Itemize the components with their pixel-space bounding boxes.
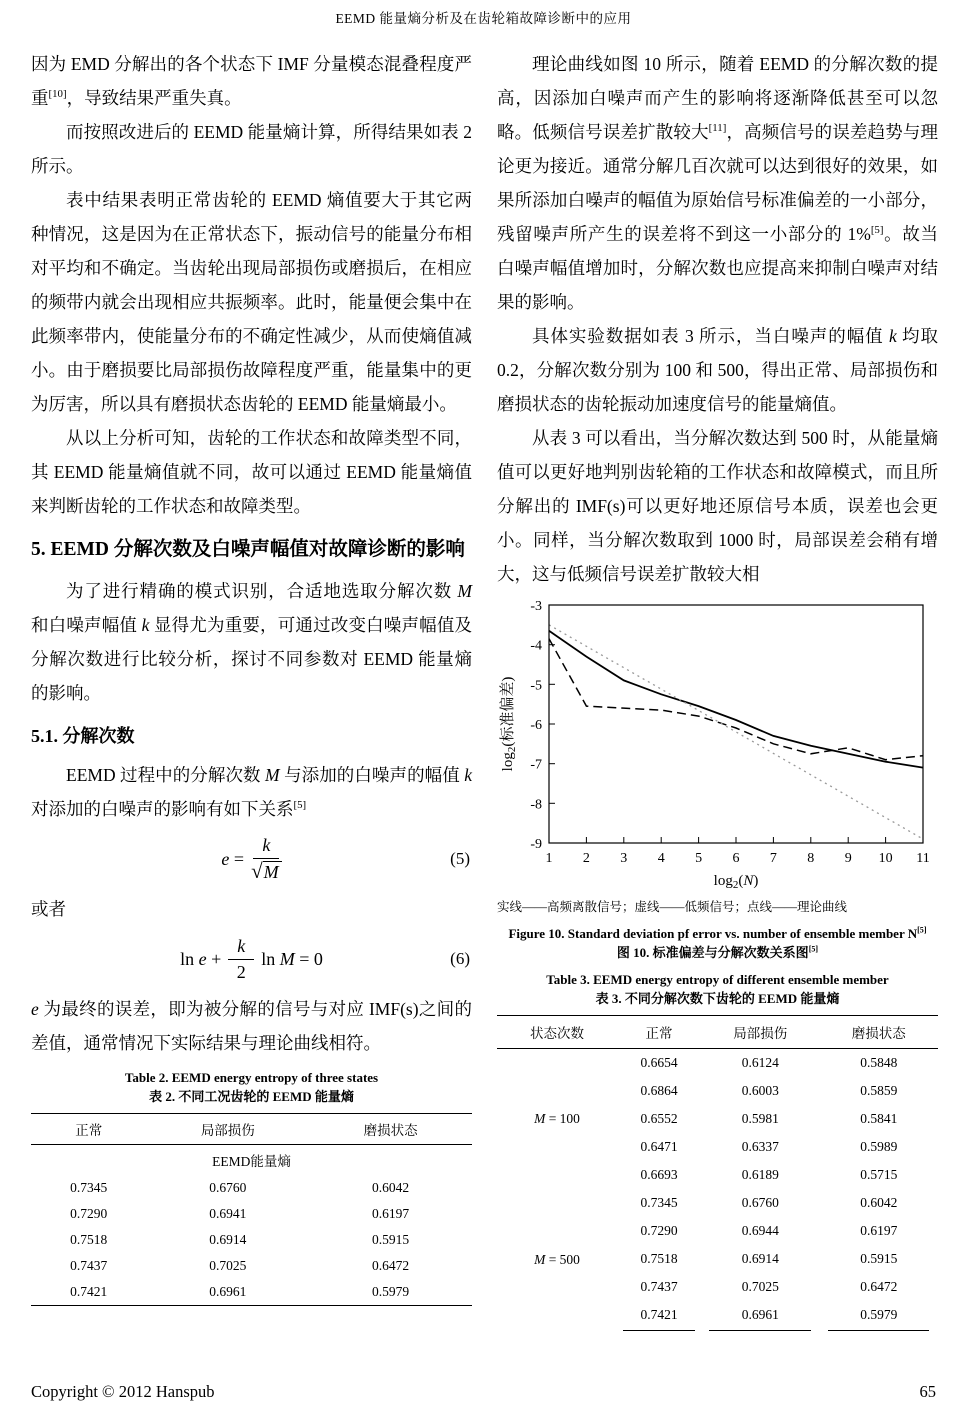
table3-cell: 0.5848 — [860, 1055, 898, 1070]
right-column — [497, 47, 938, 1331]
table2-cell: 0.7025 — [209, 1258, 247, 1273]
equation-5 — [31, 828, 472, 890]
fraction-numerator: k — [253, 835, 279, 859]
svg-text:7: 7 — [769, 851, 777, 866]
paragraph: 因为 EMD 分解出的各个状态下 IMF 分量模态混叠程度严重[10]，导致结果严重失真。 — [31, 54, 472, 108]
equation-5-lhs: e = — [221, 848, 245, 869]
table3-cell: 0.5715 — [860, 1167, 898, 1182]
table2-cell: 0.6961 — [209, 1284, 247, 1299]
table3-row — [497, 1189, 938, 1217]
table3-cell: 0.6944 — [741, 1223, 779, 1238]
table3-header-row — [497, 1016, 938, 1049]
figure-10-line-chart — [497, 595, 938, 895]
table2-cell: 0.6042 — [372, 1180, 410, 1195]
paragraph: 表中结果表明正常齿轮的 EEMD 熵值要大于其它两种情况，这是因为在正常状态下，振动信号的能量分布相对平均和不确定。当齿轮出现局部损伤或磨损后，在相应的频带内就会出现相应共振频率。此时，能量便会集中在此频率带内，使能量分布的不确定性减少，从而使熵值减小。由于磨损要比局部损伤故障程度严重，能量集中的更为厉害，所以具有磨损状态齿轮的 EEMD 能量熵最小。 — [31, 190, 472, 414]
table3-header-cell: 局部损伤 — [733, 1026, 788, 1041]
table3-cell: 0.6337 — [741, 1139, 779, 1154]
table3-cell: 0.5981 — [741, 1111, 779, 1126]
equation-5-number: (5) — [450, 849, 470, 868]
paragraph: 从表 3 可以看出，当分解次数达到 500 时，从能量熵值可以更好地判别齿轮箱的工作状态和故障模式，而且所分解出的 IMF(s)可以更好地还原信号本质，误差也会更小。同样，当分解次数取到 1000 时，局部误差会稍有增大，这与低频信号误差扩散较大相 — [497, 428, 938, 584]
figure-10-caption-en: Figure 10. Standard deviation pf error vs. number of ensemble member N[5] — [508, 925, 927, 941]
table2-header-cell: 磨损状态 — [363, 1123, 418, 1138]
table3-cell: 0.6693 — [640, 1167, 678, 1182]
figure-10 — [497, 595, 938, 962]
fraction-numerator: k — [228, 936, 254, 960]
table2-cell: 0.5979 — [372, 1284, 410, 1299]
table2-caption-zh: 表 2. 不同工况齿轮的 EEMD 能量熵 — [149, 1089, 354, 1104]
table2-cell: 0.6760 — [209, 1180, 247, 1195]
table3-header-cell: 状态次数 — [530, 1026, 584, 1041]
footer-page-number: 65 — [919, 1382, 936, 1401]
table3-cell: 0.6189 — [741, 1167, 779, 1182]
table2-cell: 0.6914 — [209, 1232, 247, 1247]
svg-text:10: 10 — [878, 851, 893, 866]
fraction-denominator: 2 — [236, 961, 246, 982]
svg-text:-8: -8 — [530, 797, 542, 813]
svg-text:-9: -9 — [530, 837, 542, 852]
table2-row — [31, 1279, 472, 1306]
table3-cell: 0.5859 — [860, 1083, 898, 1098]
sqrt-sign: √ — [251, 859, 263, 883]
table2-subheader-row — [31, 1145, 472, 1176]
paragraph: 而按照改进后的 EEMD 能量熵计算，所得结果如表 2 所示。 — [31, 122, 472, 176]
paragraph: e 为最终的误差，即为被分解的信号与对应 IMF(s)之间的差值，通常情况下实际结果与理论曲线相符。 — [31, 999, 472, 1053]
table2-row — [31, 1227, 472, 1253]
table3-caption-en: Table 3. EEMD energy entropy of different ensemble member — [546, 972, 889, 987]
table2-cell: 0.7437 — [70, 1258, 108, 1273]
radicand: M — [263, 861, 282, 883]
footer-copyright: Copyright © 2012 Hanspub — [31, 1382, 215, 1401]
svg-text:log2(标准偏差): $\log_2$(标准偏差) — [500, 676, 518, 772]
table3-cell: 0.5841 — [860, 1111, 898, 1126]
svg-text:log2(N): $\log_2(N)$ — [713, 873, 759, 891]
table3-cell: 0.7345 — [640, 1195, 678, 1210]
svg-text:5: 5 — [695, 851, 703, 866]
table2-cell: 0.6941 — [209, 1206, 247, 1221]
svg-text:4: 4 — [657, 851, 665, 866]
table3-cell: 0.6472 — [860, 1279, 898, 1294]
table3-caption — [507, 970, 928, 1008]
svg-text:1: 1 — [545, 851, 553, 866]
svg-text:-5: -5 — [530, 678, 542, 694]
table2-row — [31, 1253, 472, 1279]
table2-cell: 0.6472 — [372, 1258, 410, 1273]
equation-6-pre: ln e + — [180, 948, 222, 969]
table3-group-label: M = 100 — [534, 1111, 580, 1126]
table2-row — [31, 1201, 472, 1227]
table3-cell: 0.6003 — [741, 1083, 779, 1098]
svg-text:2: 2 — [582, 851, 590, 866]
table2-header-row — [31, 1114, 472, 1145]
svg-text:-7: -7 — [530, 757, 542, 773]
table2-caption-en: Table 2. EEMD energy entropy of three states — [124, 1070, 379, 1085]
paragraph: 具体实验数据如表 3 所示，当白噪声的幅值 k 均取 0.2，分解次数分别为 100 和 500，得出正常、局部损伤和磨损状态的齿轮振动加速度信号的能量熵值。 — [497, 326, 939, 414]
running-head-title: EEMD 能量熵分析及在齿轮箱故障诊断中的应用 — [335, 11, 632, 26]
table3-cell: 0.6124 — [741, 1055, 779, 1070]
svg-text:11: 11 — [916, 851, 930, 866]
svg-text:3: 3 — [620, 851, 628, 866]
svg-text:9: 9 — [844, 851, 852, 866]
table2-cell: 0.7345 — [70, 1180, 108, 1195]
paragraph: 理论曲线如图 10 所示，随着 EEMD 的分解次数的提高，因添加白噪声而产生的影响将逐渐降低甚至可以忽略。低频信号误差扩散较大[11]，高频信号的误差趋势与理论更为接近。通常分解几百次就可以达到很好的效果，如果所添加白噪声的幅值为原始信号标准偏差的一小部分，残留噪声所产生的误差将不到这一小部分的 1%[5]。故当白噪声幅值增加时，分解次数也应提高来抑制白噪声对结果的影响。 — [497, 54, 939, 312]
svg-text:-3: -3 — [530, 599, 542, 614]
table3-row — [497, 1049, 938, 1078]
fraction — [228, 936, 254, 982]
figure-10-caption-zh: 图 10. 标准偏差与分解次数关系图[5] — [616, 944, 819, 960]
table3-caption-zh: 表 3. 不同分解次数下齿轮的 EEMD 能量熵 — [595, 991, 840, 1006]
table3 — [497, 1015, 938, 1331]
fraction — [251, 835, 282, 882]
table3-cell: 0.7421 — [617, 1301, 701, 1331]
table3-cell: 0.7025 — [741, 1279, 779, 1294]
svg-text:-6: -6 — [530, 718, 542, 733]
table3-cell: 0.5979 — [820, 1301, 939, 1331]
fraction-denominator — [251, 859, 282, 883]
equation-5-body — [221, 835, 281, 882]
section-5-1-heading: 5.1. 分解次数 — [31, 726, 135, 746]
table2-header-cell: 局部损伤 — [200, 1123, 255, 1138]
figure-10-caption — [507, 924, 928, 962]
table2 — [31, 1113, 472, 1306]
table3-header-cell: 正常 — [645, 1026, 673, 1041]
equation-6-number: (6) — [450, 949, 470, 968]
left-column — [31, 47, 472, 1306]
paragraph: EEMD 过程中的分解次数 M 与添加的白噪声的幅值 k 对添加的白噪声的影响有如下关系[5] — [31, 765, 473, 819]
table3-cell: 0.6552 — [640, 1111, 678, 1126]
table2-subheader-cell: EEMD能量熵 — [212, 1154, 291, 1169]
section-5-heading: 5. EEMD 分解次数及白噪声幅值对故障诊断的影响 — [31, 539, 465, 560]
table2-caption — [41, 1068, 462, 1106]
paragraph: 为了进行精确的模式识别，合适地选取分解次数 M 和白噪声幅值 k 显得尤为重要，可通过改变白噪声幅值及分解次数进行比较分析，探讨不同参数对 EEMD 能量熵的影响。 — [31, 581, 473, 703]
table3-cell: 0.6471 — [640, 1139, 678, 1154]
table3-group-label: M = 500 — [534, 1252, 580, 1267]
table3-cell: 0.6197 — [860, 1223, 898, 1238]
table3-cell: 0.6864 — [640, 1083, 678, 1098]
table3-cell: 0.6760 — [741, 1195, 779, 1210]
table2-row — [31, 1175, 472, 1201]
table3-cell: 0.7518 — [640, 1251, 678, 1266]
table3-header-cell: 磨损状态 — [851, 1026, 906, 1041]
table3-cell: 0.5915 — [860, 1251, 898, 1266]
table3-cell: 0.5989 — [860, 1139, 898, 1154]
table2-cell: 0.6197 — [372, 1206, 410, 1221]
svg-text:-4: -4 — [530, 638, 542, 654]
equation-6-post: ln M = 0 — [261, 948, 323, 969]
or-text: 或者 — [31, 899, 66, 919]
equation-6 — [31, 928, 472, 990]
svg-text:6: 6 — [732, 851, 740, 866]
paragraph: 从以上分析可知，齿轮的工作状态和故障类型不同，其 EEMD 能量熵值就不同，故可以通过 EEMD 能量熵值来判断齿轮的工作状态和故障类型。 — [31, 428, 472, 516]
table2-cell: 0.5915 — [372, 1232, 410, 1247]
table3-cell: 0.6042 — [860, 1195, 898, 1210]
table3-cell: 0.6961 — [701, 1301, 819, 1331]
table3-cell: 0.6654 — [640, 1055, 678, 1070]
table2-header-cell: 正常 — [75, 1123, 103, 1138]
equation-6-body — [180, 936, 323, 982]
table3-cell: 0.7437 — [640, 1279, 678, 1294]
table2-cell: 0.7290 — [70, 1206, 108, 1221]
figure-10-legend: 实线——高频离散信号；虚线——低频信号；点线——理论曲线 — [497, 900, 848, 914]
table3-cell: 0.6914 — [741, 1251, 779, 1266]
table2-cell: 0.7421 — [70, 1284, 108, 1299]
table2-cell: 0.7518 — [70, 1232, 108, 1247]
svg-text:8: 8 — [807, 851, 815, 866]
table3-cell: 0.7290 — [640, 1223, 678, 1238]
